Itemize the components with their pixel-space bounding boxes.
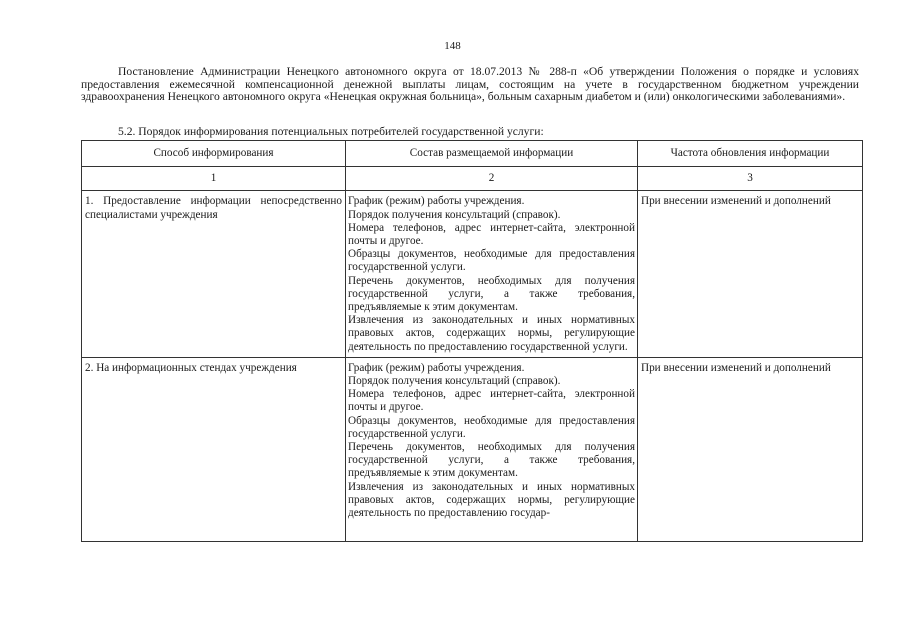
content-item: Образцы документов, необходимые для предоставления государственной услуги. (348, 248, 635, 274)
content-item: График (режим) работы учреждения. (348, 361, 525, 374)
header-content: Состав размещаемой информации (346, 141, 638, 167)
row-frequency: При внесении изменений и дополнений (638, 191, 863, 357)
column-number: 3 (638, 167, 863, 191)
row-frequency: При внесении изменений и дополнений (638, 357, 863, 541)
section-title: 5.2. Порядок информирования потенциальных потребителей государственной услуги: (118, 125, 544, 138)
column-number: 2 (346, 167, 638, 191)
content-item: Перечень документов, необходимых для получения государственной услуги, а также требования, предъявляемые к этим документам. (348, 274, 635, 314)
information-table (81, 140, 863, 542)
content-item: Порядок получения консультаций (справок). (348, 208, 561, 221)
content-item: Порядок получения консультаций (справок). (348, 375, 561, 388)
content-item: Номера телефонов, адрес интернет-сайта, электронной почты и другое. (348, 221, 635, 248)
table-row (82, 191, 863, 357)
content-item: Извлечения из законодательных и иных нормативных правовых актов, содержащих нормы, регулирующие деятельность по предоставлению государственной услуги. (348, 314, 635, 353)
content-item: Извлечения из законодательных и иных нормативных правовых актов, содержащих нормы, регулирующие деятельность по предоставлению государ- (348, 480, 635, 520)
content-item: Образцы документов, необходимые для предоставления государственной услуги. (348, 414, 635, 440)
header-method: Способ информирования (82, 141, 346, 167)
row-content (346, 191, 638, 357)
table-header-row (82, 141, 863, 167)
intro-text: Постановление Администрации Ненецкого автономного округа от 18.07.2013 № 288-п «Об утверждении Положения о порядке и условиях предоставления ежемесячной компенсационной денежной выплаты лицам, состоящим на учете в государственном бюджетном учреждении здравоохранения Ненецкого автономного округа «Ненецкая окружная больница», больным сахарным диабетом и (или) онкологическими заболеваниями». (81, 65, 859, 103)
header-frequency: Частота обновления информации (638, 141, 863, 167)
content-item: График (режим) работы учреждения. (348, 195, 525, 208)
page-number: 148 (444, 40, 461, 52)
content-item: Номера телефонов, адрес интернет-сайта, электронной почты и другое. (348, 388, 635, 414)
column-number: 1 (82, 167, 346, 191)
row-method: 2. На информационных стендах учреждения (82, 357, 346, 541)
row-content (346, 357, 638, 541)
table-row (82, 357, 863, 541)
column-number-row (82, 167, 863, 191)
content-item: Перечень документов, необходимых для получения государственной услуги, а также требования, предъявляемые к этим документам. (348, 441, 635, 480)
row-method: 1. Предоставление информации непосредственно специалистами учреждения (82, 191, 346, 357)
intro-paragraph (81, 66, 859, 104)
